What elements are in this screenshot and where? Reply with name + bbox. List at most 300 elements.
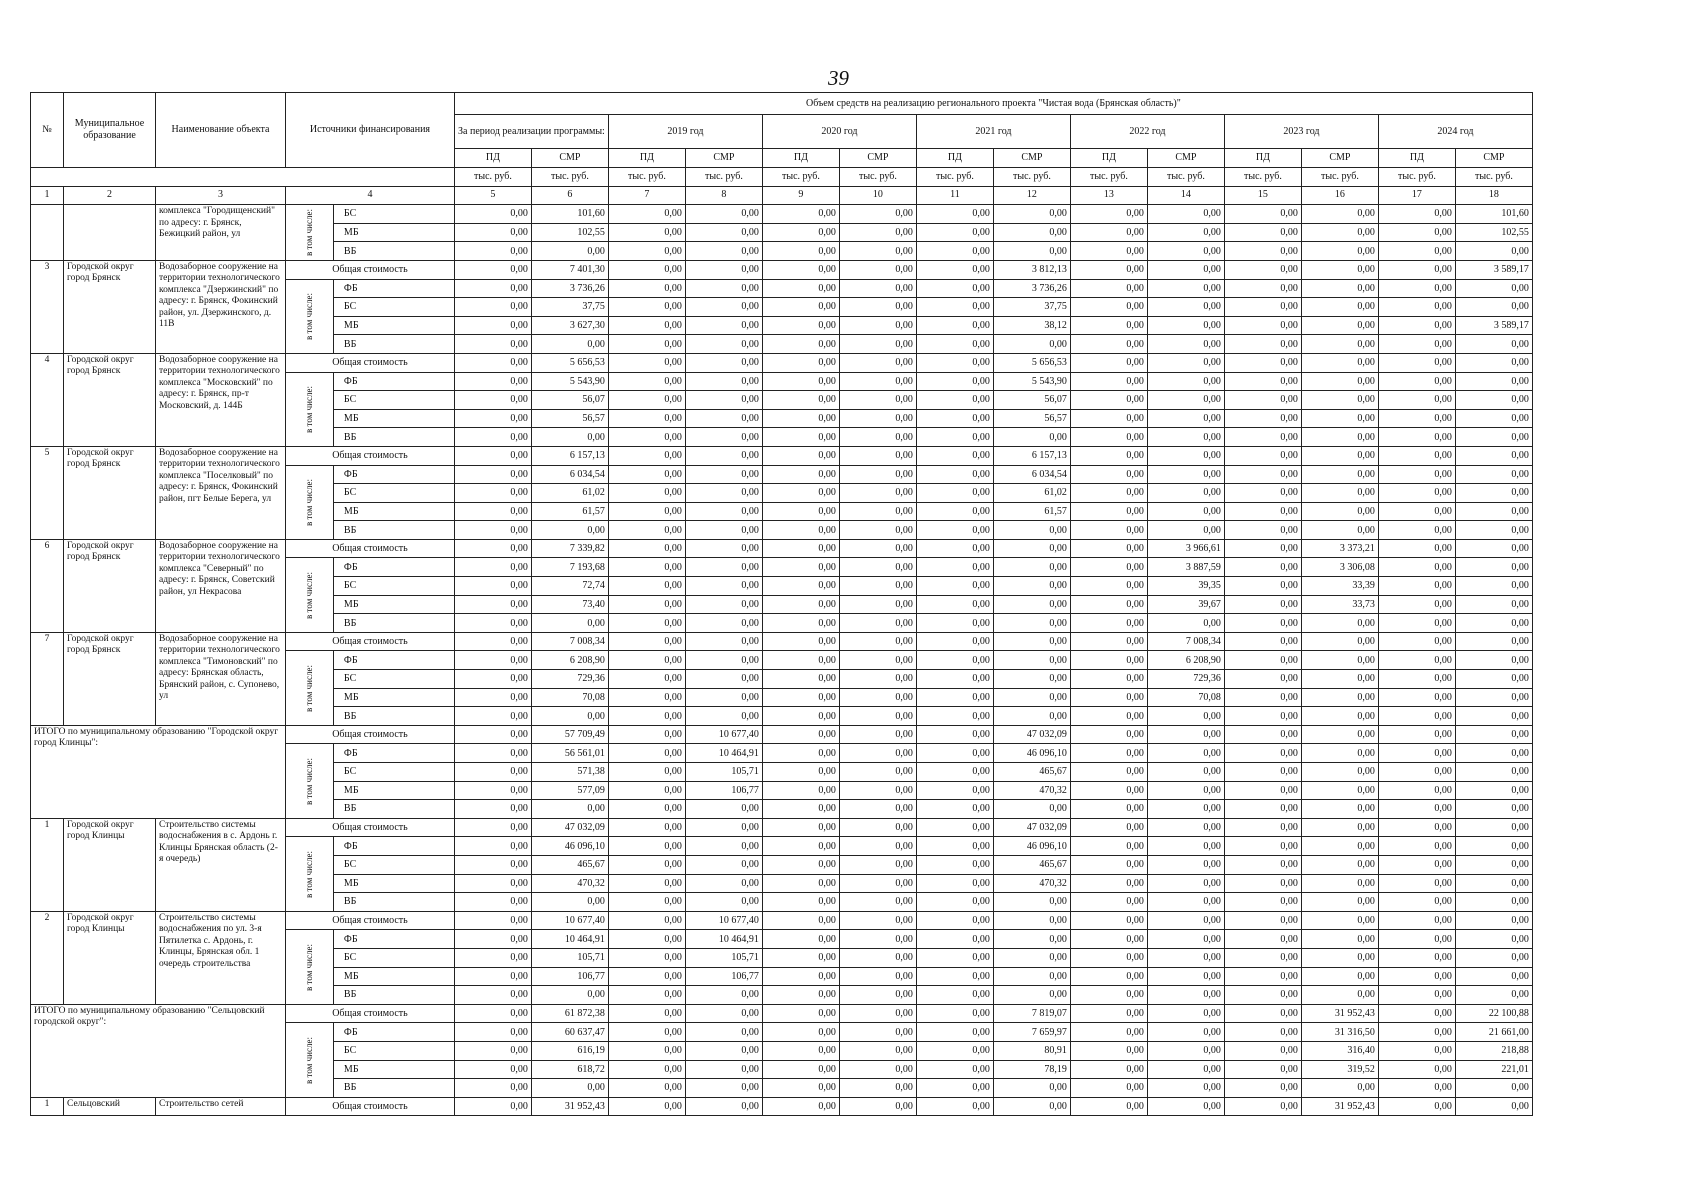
value-cell: 0,00 — [454, 670, 531, 689]
value-cell: 0,00 — [1070, 874, 1147, 893]
value-cell: 0,00 — [1224, 651, 1301, 670]
value-cell: 101,60 — [531, 205, 608, 224]
value-cell: 0,00 — [454, 465, 531, 484]
value-cell: 0,00 — [685, 1004, 762, 1023]
value-cell: 0,00 — [1224, 837, 1301, 856]
header-row — [31, 186, 1533, 205]
value-cell: 0,00 — [454, 409, 531, 428]
value-cell: 465,67 — [993, 855, 1070, 874]
header-col-number: 17 — [1378, 186, 1455, 205]
value-cell: 0,00 — [993, 428, 1070, 447]
value-cell: 0,00 — [762, 577, 839, 596]
value-cell: 6 208,90 — [531, 651, 608, 670]
value-cell: 0,00 — [608, 800, 685, 819]
value-cell: 57 709,49 — [531, 725, 608, 744]
value-cell: 0,00 — [916, 242, 993, 261]
value-cell: 0,00 — [1301, 446, 1378, 465]
value-cell: 0,00 — [762, 707, 839, 726]
table-row — [31, 446, 1533, 465]
value-cell: 0,00 — [1224, 967, 1301, 986]
value-cell: 729,36 — [1147, 670, 1224, 689]
header-object: Наименование объекта — [156, 93, 286, 168]
header-pd: ПД — [1070, 149, 1147, 168]
value-cell: 0,00 — [1378, 539, 1455, 558]
header-col-number: 12 — [993, 186, 1070, 205]
subrow-label-text: в том числе: — [303, 571, 314, 619]
value-cell: 0,00 — [685, 800, 762, 819]
value-cell: 0,00 — [762, 837, 839, 856]
value-cell: 0,00 — [454, 707, 531, 726]
value-cell: 0,00 — [1455, 893, 1532, 912]
value-cell: 0,00 — [1455, 484, 1532, 503]
value-cell: 3 589,17 — [1455, 316, 1532, 335]
municipality: Городской округ город Брянск — [64, 353, 156, 446]
value-cell: 0,00 — [762, 260, 839, 279]
value-cell: 0,00 — [762, 428, 839, 447]
object-name: Строительство сетей — [156, 1097, 286, 1116]
value-cell: 0,00 — [762, 614, 839, 633]
value-cell: 0,00 — [1224, 688, 1301, 707]
value-cell: 0,00 — [1378, 948, 1455, 967]
subrow-label — [286, 837, 334, 911]
value-cell: 0,00 — [1455, 874, 1532, 893]
source-code: БС — [333, 1041, 454, 1060]
value-cell: 0,00 — [1378, 316, 1455, 335]
value-cell: 0,00 — [1224, 502, 1301, 521]
value-cell: 0,00 — [454, 967, 531, 986]
value-cell: 7 401,30 — [531, 260, 608, 279]
value-cell: 0,00 — [1455, 707, 1532, 726]
value-cell: 0,00 — [916, 614, 993, 633]
value-cell: 0,00 — [1224, 893, 1301, 912]
value-cell: 3 812,13 — [993, 260, 1070, 279]
value-cell: 0,00 — [454, 316, 531, 335]
value-cell: 0,00 — [1301, 502, 1378, 521]
value-cell: 0,00 — [1224, 670, 1301, 689]
value-cell: 0,00 — [1378, 521, 1455, 540]
value-cell: 0,00 — [608, 353, 685, 372]
value-cell: 0,00 — [1070, 502, 1147, 521]
value-cell: 0,00 — [839, 781, 916, 800]
value-cell: 0,00 — [1147, 521, 1224, 540]
value-cell: 0,00 — [762, 502, 839, 521]
source-code: МБ — [333, 1060, 454, 1079]
header-col-number: 14 — [1147, 186, 1224, 205]
value-cell: 0,00 — [1070, 1079, 1147, 1098]
value-cell: 6 208,90 — [1147, 651, 1224, 670]
value-cell: 105,71 — [685, 948, 762, 967]
value-cell: 0,00 — [1147, 893, 1224, 912]
header-period: 2023 год — [1224, 115, 1378, 149]
value-cell: 3 627,30 — [531, 316, 608, 335]
value-cell: 0,00 — [1301, 316, 1378, 335]
value-cell: 0,00 — [1070, 353, 1147, 372]
value-cell: 106,77 — [531, 967, 608, 986]
value-cell: 0,00 — [1147, 725, 1224, 744]
value-cell: 0,00 — [993, 893, 1070, 912]
value-cell: 61,57 — [531, 502, 608, 521]
value-cell: 0,00 — [762, 781, 839, 800]
source-total: Общая стоимость — [286, 1004, 455, 1023]
value-cell: 0,00 — [1301, 260, 1378, 279]
value-cell: 0,00 — [916, 372, 993, 391]
value-cell: 0,00 — [1070, 465, 1147, 484]
value-cell: 0,00 — [454, 502, 531, 521]
source-code: ВБ — [333, 614, 454, 633]
value-cell: 221,01 — [1455, 1060, 1532, 1079]
value-cell: 0,00 — [454, 205, 531, 224]
value-cell: 0,00 — [1070, 986, 1147, 1005]
value-cell: 0,00 — [1455, 391, 1532, 410]
value-cell: 0,00 — [608, 428, 685, 447]
source-code: ВБ — [333, 335, 454, 354]
value-cell: 0,00 — [685, 670, 762, 689]
value-cell: 0,00 — [454, 391, 531, 410]
value-cell: 0,00 — [1224, 911, 1301, 930]
subrow-label — [286, 744, 334, 818]
value-cell: 0,00 — [1224, 446, 1301, 465]
value-cell: 0,00 — [839, 316, 916, 335]
value-cell: 0,00 — [454, 614, 531, 633]
value-cell: 0,00 — [839, 1097, 916, 1116]
header-col-number: 7 — [608, 186, 685, 205]
value-cell: 0,00 — [454, 1004, 531, 1023]
value-cell: 56,57 — [531, 409, 608, 428]
value-cell: 0,00 — [916, 818, 993, 837]
value-cell: 0,00 — [916, 967, 993, 986]
source-code: ВБ — [333, 986, 454, 1005]
value-cell: 0,00 — [839, 298, 916, 317]
value-cell: 0,00 — [1224, 242, 1301, 261]
source-total: Общая стоимость — [286, 353, 455, 372]
value-cell: 0,00 — [685, 595, 762, 614]
source-total: Общая стоимость — [286, 725, 455, 744]
row-number: 4 — [31, 353, 64, 446]
value-cell: 0,00 — [531, 335, 608, 354]
value-cell: 0,00 — [1070, 446, 1147, 465]
value-cell: 0,00 — [1147, 372, 1224, 391]
value-cell: 0,00 — [454, 855, 531, 874]
value-cell: 0,00 — [1070, 725, 1147, 744]
value-cell: 0,00 — [454, 1023, 531, 1042]
value-cell: 0,00 — [1455, 986, 1532, 1005]
value-cell: 0,00 — [1301, 651, 1378, 670]
value-cell: 0,00 — [1301, 874, 1378, 893]
value-cell: 0,00 — [1070, 707, 1147, 726]
value-cell: 0,00 — [1455, 428, 1532, 447]
source-total: Общая стоимость — [286, 446, 455, 465]
value-cell: 0,00 — [608, 205, 685, 224]
header-unit: тыс. руб. — [1147, 168, 1224, 187]
value-cell: 70,08 — [531, 688, 608, 707]
value-cell: 0,00 — [1301, 763, 1378, 782]
value-cell: 6 157,13 — [531, 446, 608, 465]
header-unit: тыс. руб. — [1455, 168, 1532, 187]
value-cell: 0,00 — [1455, 372, 1532, 391]
value-cell: 577,09 — [531, 781, 608, 800]
value-cell: 0,00 — [1455, 763, 1532, 782]
subrow-label-text: в том числе: — [303, 757, 314, 805]
value-cell: 0,00 — [608, 260, 685, 279]
header-col-number: 8 — [685, 186, 762, 205]
value-cell: 0,00 — [608, 855, 685, 874]
value-cell: 0,00 — [916, 316, 993, 335]
value-cell: 0,00 — [993, 242, 1070, 261]
value-cell: 61 872,38 — [531, 1004, 608, 1023]
value-cell: 0,00 — [1147, 1004, 1224, 1023]
value-cell: 0,00 — [839, 818, 916, 837]
value-cell: 0,00 — [1070, 558, 1147, 577]
value-cell: 56,57 — [993, 409, 1070, 428]
value-cell: 0,00 — [916, 279, 993, 298]
value-cell: 0,00 — [916, 632, 993, 651]
value-cell: 0,00 — [1147, 967, 1224, 986]
value-cell: 61,02 — [531, 484, 608, 503]
value-cell: 0,00 — [1070, 744, 1147, 763]
value-cell: 0,00 — [531, 986, 608, 1005]
value-cell: 0,00 — [454, 1097, 531, 1116]
value-cell: 0,00 — [839, 1004, 916, 1023]
value-cell: 0,00 — [1301, 967, 1378, 986]
value-cell: 3 373,21 — [1301, 539, 1378, 558]
value-cell: 0,00 — [762, 688, 839, 707]
value-cell: 0,00 — [1070, 688, 1147, 707]
value-cell: 0,00 — [454, 911, 531, 930]
value-cell: 0,00 — [685, 558, 762, 577]
value-cell: 0,00 — [1224, 614, 1301, 633]
value-cell: 0,00 — [762, 818, 839, 837]
value-cell: 47 032,09 — [993, 725, 1070, 744]
value-cell: 0,00 — [916, 446, 993, 465]
value-cell: 0,00 — [1455, 837, 1532, 856]
value-cell: 0,00 — [993, 558, 1070, 577]
value-cell: 0,00 — [839, 855, 916, 874]
value-cell: 0,00 — [1224, 1041, 1301, 1060]
value-cell: 5 543,90 — [531, 372, 608, 391]
value-cell: 0,00 — [1378, 595, 1455, 614]
value-cell: 0,00 — [1070, 1023, 1147, 1042]
object-name: Водозаборное сооружение на территории технологического комплекса "Московский" по адресу: г. Брянск, пр-т Московский, д. 144Б — [156, 353, 286, 446]
value-cell: 0,00 — [762, 911, 839, 930]
value-cell: 0,00 — [685, 409, 762, 428]
value-cell: 0,00 — [839, 260, 916, 279]
value-cell: 33,73 — [1301, 595, 1378, 614]
value-cell: 0,00 — [1378, 353, 1455, 372]
value-cell: 0,00 — [1301, 930, 1378, 949]
source-code: МБ — [333, 316, 454, 335]
value-cell: 0,00 — [1147, 353, 1224, 372]
value-cell: 0,00 — [1378, 986, 1455, 1005]
value-cell: 0,00 — [1070, 595, 1147, 614]
value-cell: 0,00 — [993, 707, 1070, 726]
value-cell: 0,00 — [1070, 577, 1147, 596]
value-cell: 0,00 — [1301, 465, 1378, 484]
value-cell: 0,00 — [762, 409, 839, 428]
value-cell: 0,00 — [454, 521, 531, 540]
header-pd: ПД — [916, 149, 993, 168]
header-period: 2020 год — [762, 115, 916, 149]
value-cell: 10 464,91 — [685, 744, 762, 763]
value-cell: 61,57 — [993, 502, 1070, 521]
value-cell: 0,00 — [685, 372, 762, 391]
value-cell: 0,00 — [1301, 800, 1378, 819]
header-col-number: 11 — [916, 186, 993, 205]
value-cell: 0,00 — [1378, 893, 1455, 912]
value-cell: 0,00 — [454, 818, 531, 837]
source-code: ВБ — [333, 242, 454, 261]
value-cell: 0,00 — [1301, 353, 1378, 372]
value-cell: 0,00 — [1070, 279, 1147, 298]
value-cell: 0,00 — [1224, 205, 1301, 224]
value-cell: 0,00 — [839, 1023, 916, 1042]
municipality — [64, 205, 156, 261]
header-period: 2019 год — [608, 115, 762, 149]
value-cell: 0,00 — [608, 781, 685, 800]
total-label: ИТОГО по муниципальному образованию "Городской округ город Клинцы": — [31, 725, 286, 818]
value-cell: 37,75 — [531, 298, 608, 317]
value-cell: 0,00 — [762, 316, 839, 335]
value-cell: 0,00 — [839, 577, 916, 596]
value-cell: 0,00 — [1224, 595, 1301, 614]
value-cell: 0,00 — [1378, 763, 1455, 782]
value-cell: 0,00 — [1147, 986, 1224, 1005]
value-cell: 22 100,88 — [1455, 1004, 1532, 1023]
value-cell: 0,00 — [1378, 223, 1455, 242]
subrow-label — [286, 651, 334, 725]
value-cell: 0,00 — [1070, 260, 1147, 279]
value-cell: 0,00 — [839, 409, 916, 428]
funding-table — [30, 92, 1533, 1116]
value-cell: 0,00 — [685, 223, 762, 242]
source-code: БС — [333, 855, 454, 874]
value-cell: 0,00 — [1378, 967, 1455, 986]
value-cell: 0,00 — [454, 763, 531, 782]
value-cell: 0,00 — [1455, 1097, 1532, 1116]
municipality: Городской округ город Клинцы — [64, 818, 156, 911]
value-cell: 0,00 — [1147, 911, 1224, 930]
value-cell: 0,00 — [1378, 409, 1455, 428]
value-cell: 0,00 — [916, 1023, 993, 1042]
value-cell: 0,00 — [1070, 1060, 1147, 1079]
value-cell: 0,00 — [1070, 372, 1147, 391]
value-cell: 0,00 — [1455, 242, 1532, 261]
header-col-number: 9 — [762, 186, 839, 205]
value-cell: 0,00 — [1070, 651, 1147, 670]
value-cell: 0,00 — [1378, 298, 1455, 317]
value-cell: 0,00 — [762, 595, 839, 614]
value-cell: 0,00 — [531, 521, 608, 540]
value-cell: 0,00 — [1070, 484, 1147, 503]
value-cell: 319,52 — [1301, 1060, 1378, 1079]
source-total: Общая стоимость — [286, 260, 455, 279]
value-cell: 3 887,59 — [1147, 558, 1224, 577]
value-cell: 0,00 — [608, 744, 685, 763]
source-total: Общая стоимость — [286, 1097, 455, 1116]
row-number: 2 — [31, 911, 64, 1004]
value-cell: 0,00 — [1224, 855, 1301, 874]
value-cell: 0,00 — [685, 316, 762, 335]
value-cell: 0,00 — [685, 651, 762, 670]
value-cell: 0,00 — [685, 428, 762, 447]
value-cell: 0,00 — [1224, 1079, 1301, 1098]
value-cell: 0,00 — [1378, 744, 1455, 763]
value-cell: 0,00 — [608, 1079, 685, 1098]
header-source: Источники финансирования — [286, 93, 455, 168]
value-cell: 0,00 — [454, 260, 531, 279]
value-cell: 0,00 — [1224, 391, 1301, 410]
value-cell: 0,00 — [1455, 632, 1532, 651]
value-cell: 56,07 — [993, 391, 1070, 410]
value-cell: 0,00 — [1378, 1023, 1455, 1042]
value-cell: 0,00 — [1455, 1079, 1532, 1098]
header-unit: тыс. руб. — [916, 168, 993, 187]
value-cell: 0,00 — [531, 893, 608, 912]
value-cell: 0,00 — [1224, 577, 1301, 596]
value-cell: 0,00 — [839, 539, 916, 558]
value-cell: 0,00 — [839, 632, 916, 651]
value-cell: 0,00 — [1378, 335, 1455, 354]
value-cell: 0,00 — [1070, 967, 1147, 986]
value-cell: 0,00 — [916, 521, 993, 540]
value-cell: 729,36 — [531, 670, 608, 689]
value-cell: 0,00 — [916, 577, 993, 596]
value-cell: 0,00 — [762, 372, 839, 391]
value-cell: 0,00 — [1301, 428, 1378, 447]
value-cell: 0,00 — [608, 577, 685, 596]
value-cell: 5 656,53 — [531, 353, 608, 372]
value-cell: 0,00 — [1147, 260, 1224, 279]
value-cell: 0,00 — [608, 446, 685, 465]
value-cell: 0,00 — [916, 744, 993, 763]
value-cell: 0,00 — [1301, 614, 1378, 633]
value-cell: 0,00 — [1378, 465, 1455, 484]
table-row — [31, 205, 1533, 224]
value-cell: 0,00 — [993, 688, 1070, 707]
subrow-label-text: в том числе: — [303, 664, 314, 712]
value-cell: 0,00 — [762, 539, 839, 558]
object-name: Строительство системы водоснабжения по ул. 3-я Пятилетка с. Ардонь, г. Клинцы, Брянская обл. 1 очередь строительства — [156, 911, 286, 1004]
header-pd: ПД — [1378, 149, 1455, 168]
value-cell: 0,00 — [1147, 316, 1224, 335]
value-cell: 73,40 — [531, 595, 608, 614]
value-cell: 0,00 — [1147, 242, 1224, 261]
value-cell: 0,00 — [608, 670, 685, 689]
subrow-label-text: в том числе: — [303, 292, 314, 340]
value-cell: 0,00 — [1070, 409, 1147, 428]
value-cell: 0,00 — [916, 223, 993, 242]
value-cell: 0,00 — [762, 986, 839, 1005]
subrow-label-text: в том числе: — [303, 943, 314, 991]
header-col-number: 10 — [839, 186, 916, 205]
value-cell: 0,00 — [608, 1004, 685, 1023]
value-cell: 39,35 — [1147, 577, 1224, 596]
value-cell: 0,00 — [608, 409, 685, 428]
value-cell: 0,00 — [608, 242, 685, 261]
value-cell: 0,00 — [916, 837, 993, 856]
value-cell: 0,00 — [1224, 372, 1301, 391]
value-cell: 0,00 — [1147, 614, 1224, 633]
value-cell: 21 661,00 — [1455, 1023, 1532, 1042]
value-cell: 0,00 — [608, 316, 685, 335]
value-cell: 39,67 — [1147, 595, 1224, 614]
source-code: МБ — [333, 595, 454, 614]
value-cell: 0,00 — [839, 595, 916, 614]
value-cell: 0,00 — [762, 223, 839, 242]
value-cell: 0,00 — [454, 279, 531, 298]
source-code: БС — [333, 577, 454, 596]
value-cell: 0,00 — [1301, 223, 1378, 242]
value-cell: 0,00 — [1070, 1004, 1147, 1023]
